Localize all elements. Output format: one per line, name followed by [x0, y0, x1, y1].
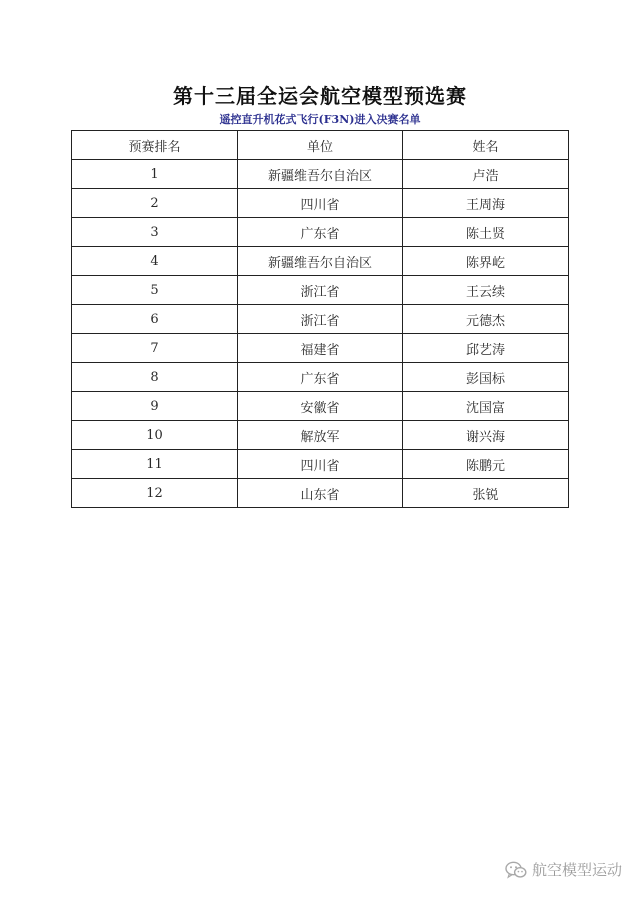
header-name: 姓名	[403, 131, 569, 160]
table-row	[72, 276, 569, 305]
cell-name: 彭国标	[403, 363, 569, 392]
cell-rank: 9	[72, 392, 238, 421]
table-row	[72, 334, 569, 363]
cell-name: 沈国富	[403, 392, 569, 421]
cell-rank: 10	[72, 421, 238, 450]
cell-unit: 山东省	[238, 479, 403, 508]
cell-unit: 广东省	[238, 218, 403, 247]
header-unit: 单位	[238, 131, 403, 160]
watermark-text: 航空模型运动	[531, 861, 622, 879]
header-rank: 预赛排名	[72, 131, 238, 160]
cell-name: 邱艺涛	[403, 334, 569, 363]
table-row	[72, 421, 569, 450]
cell-rank: 5	[72, 276, 238, 305]
results-table	[71, 130, 569, 508]
cell-name: 王云续	[403, 276, 569, 305]
cell-unit: 四川省	[238, 189, 403, 218]
cell-unit: 广东省	[238, 363, 403, 392]
cell-rank: 7	[72, 334, 238, 363]
table-row	[72, 392, 569, 421]
cell-unit: 浙江省	[238, 276, 403, 305]
cell-name: 元德杰	[403, 305, 569, 334]
cell-name: 王周海	[403, 189, 569, 218]
cell-unit: 浙江省	[238, 305, 403, 334]
cell-rank: 4	[72, 247, 238, 276]
cell-rank: 2	[72, 189, 238, 218]
wechat-icon	[505, 861, 527, 879]
table-row	[72, 247, 569, 276]
table-row	[72, 479, 569, 508]
cell-rank: 11	[72, 450, 238, 479]
cell-unit: 新疆维吾尔自治区	[238, 247, 403, 276]
cell-unit: 福建省	[238, 334, 403, 363]
page-subtitle: 遥控直升机花式飞行(F3N)进入决赛名单	[219, 113, 421, 126]
table-row	[72, 189, 569, 218]
cell-name: 陈土贤	[403, 218, 569, 247]
cell-rank: 12	[72, 479, 238, 508]
cell-unit: 四川省	[238, 450, 403, 479]
table-row	[72, 218, 569, 247]
cell-rank: 3	[72, 218, 238, 247]
cell-rank: 8	[72, 363, 238, 392]
cell-rank: 6	[72, 305, 238, 334]
cell-unit: 新疆维吾尔自治区	[238, 160, 403, 189]
table-header-row	[72, 131, 569, 160]
table-row	[72, 160, 569, 189]
table-row	[72, 450, 569, 479]
cell-name: 谢兴海	[403, 421, 569, 450]
table-row	[72, 363, 569, 392]
cell-name: 陈鹏元	[403, 450, 569, 479]
cell-name: 卢浩	[403, 160, 569, 189]
cell-name: 陈界屹	[403, 247, 569, 276]
watermark	[505, 859, 622, 880]
cell-unit: 解放军	[238, 421, 403, 450]
cell-name: 张锐	[403, 479, 569, 508]
cell-unit: 安徽省	[238, 392, 403, 421]
page-title: 第十三届全运会航空模型预选赛	[173, 84, 467, 108]
cell-rank: 1	[72, 160, 238, 189]
table-row	[72, 305, 569, 334]
